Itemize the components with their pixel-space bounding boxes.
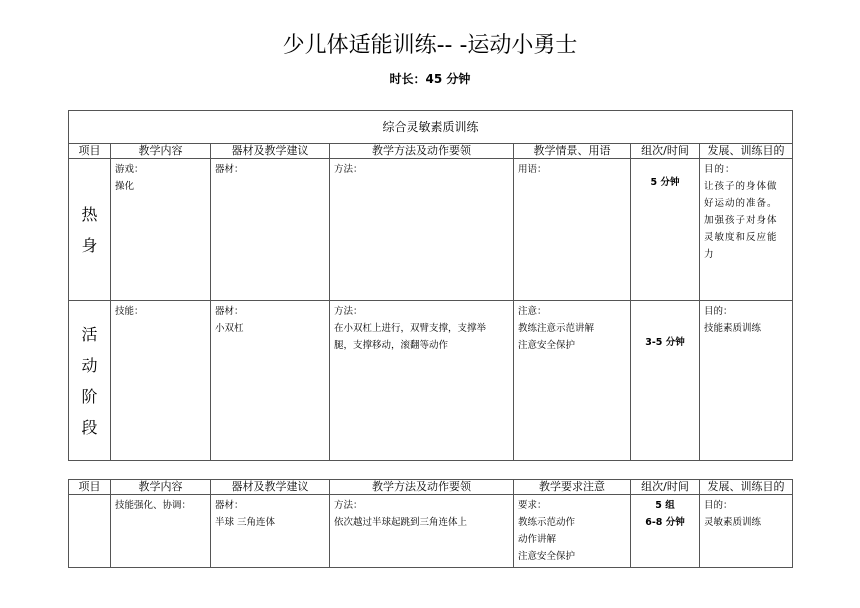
goal-cell: 目的： 技能素质训练: [700, 301, 793, 461]
header-requirements: 教学要求注意: [514, 480, 631, 495]
method-cell: 方法：: [330, 159, 514, 301]
goal-cell: 目的： 让孩子的身体做 好运动的准备。 加强孩子对身体 灵敏度和反应能 力: [700, 159, 793, 301]
section-title: 综合灵敏素质训练: [69, 111, 793, 144]
content-cell: 技能：: [111, 301, 211, 461]
training-table-warmup-activity: [68, 110, 793, 461]
header-method: 教学方法及动作要领: [330, 480, 514, 495]
header-goal: 发展、训练目的: [700, 480, 793, 495]
header-item: 项目: [69, 144, 111, 159]
equipment-cell: 器材： 小双杠: [211, 301, 330, 461]
training-table-skill: [68, 479, 793, 568]
header-row: [69, 480, 793, 495]
header-equipment: 器材及教学建议: [211, 480, 330, 495]
scenario-cell: 用语：: [514, 159, 631, 301]
table-row: [69, 495, 793, 568]
equipment-cell: 器材：: [211, 159, 330, 301]
header-content: 教学内容: [111, 480, 211, 495]
header-row: [69, 144, 793, 159]
equipment-cell: 器材： 半球 三角连体: [211, 495, 330, 568]
time-cell: 5 分钟: [631, 159, 700, 301]
table-row: [69, 301, 793, 461]
header-equipment: 器材及教学建议: [211, 144, 330, 159]
goal-cell: 目的： 灵敏素质训练: [700, 495, 793, 568]
item-warmup: 热 身: [69, 159, 111, 301]
time-cell: 5 组 6-8 分钟: [631, 495, 700, 568]
method-cell: 方法： 在小双杠上进行，双臂支撑，支撑举 腿，支撑移动，滚翻等动作: [330, 301, 514, 461]
requirements-cell: 要求： 教练示范动作 动作讲解 注意安全保护: [514, 495, 631, 568]
header-time: 组次/时间: [631, 144, 700, 159]
time-cell: 3-5 分钟: [631, 301, 700, 461]
method-cell: 方法： 依次越过半球起跳到三角连体上: [330, 495, 514, 568]
item-activity: 活 动 阶 段: [69, 301, 111, 461]
header-item: 项目: [69, 480, 111, 495]
header-time: 组次/时间: [631, 480, 700, 495]
header-scenario: 教学情景、用语: [514, 144, 631, 159]
scenario-cell: 注意： 教练注意示范讲解 注意安全保护: [514, 301, 631, 461]
page-title: 少儿体适能训练-- -运动小勇士: [282, 33, 578, 58]
duration-label: 时长：45 分钟: [389, 72, 471, 86]
header-goal: 发展、训练目的: [700, 144, 793, 159]
header-content: 教学内容: [111, 144, 211, 159]
table-row: [69, 159, 793, 301]
header-method: 教学方法及动作要领: [330, 144, 514, 159]
content-cell: 游戏： 操化: [111, 159, 211, 301]
item-cell: [69, 495, 111, 568]
content-cell: 技能强化、协调：: [111, 495, 211, 568]
